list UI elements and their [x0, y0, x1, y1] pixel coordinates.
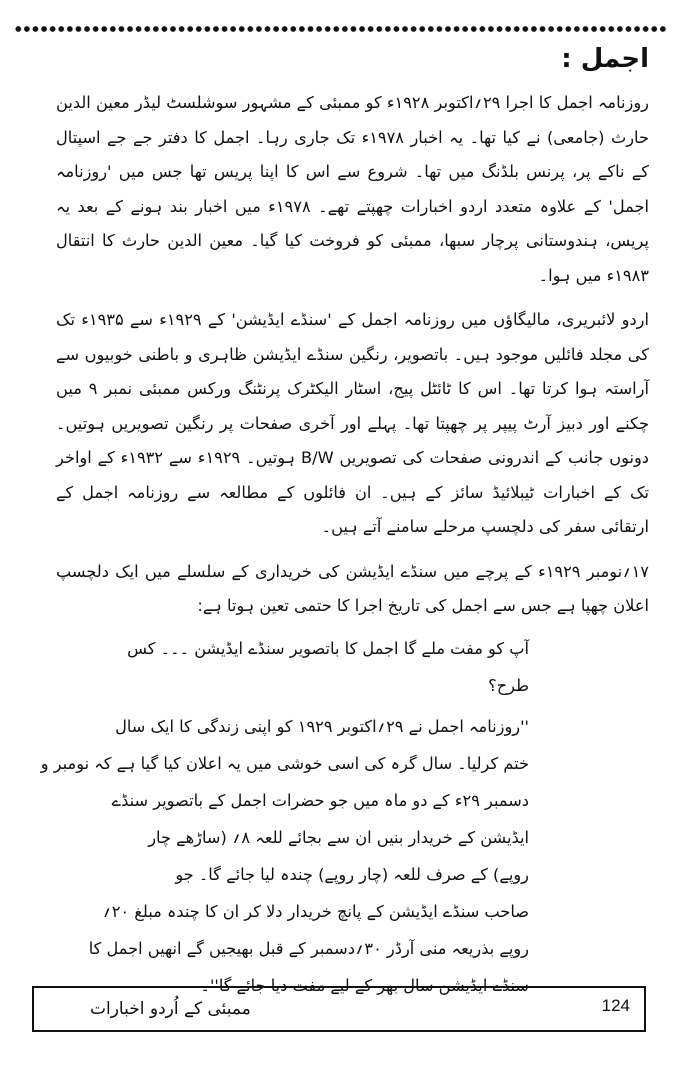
- quote-line: صاحب سنڈے ایڈیشن کے پانچ خریدار دلا کر ان کا چندہ مبلغ ۲۰؍: [102, 901, 529, 921]
- page-number: 124: [601, 996, 630, 1015]
- paragraph-announcement-intro: ۱۷؍نومبر ۱۹۲۹ء کے پرچے میں سنڈے ایڈیشن کی خریداری کے سلسلے میں ایک دلچسپ اعلان چھپا ہے جس سے اجمل کی تاریخ اجرا کا حتمی تعین ہوتا ہے:: [56, 561, 649, 615]
- quote-heading-line: طرح؟: [488, 675, 529, 695]
- quote-line: روپے) کے صرف للعہ (چار روپے) چندہ لیا جائے گا۔ جو: [175, 864, 529, 884]
- block-quote: [40, 630, 529, 1004]
- article-body: [40, 86, 649, 1004]
- quote-line: ''روزنامہ اجمل نے ۲۹؍اکتوبر ۱۹۲۹ کو اپنی زندگی کا ایک سال: [115, 716, 529, 736]
- paragraph-library-files: اردو لائبریری، مالیگاؤں میں روزنامہ اجمل کے 'سنڈے ایڈیشن' کے ۱۹۲۹ء سے ۱۹۳۵ء تک کی مجلد فائلیں موجود ہیں۔ باتصویر، رنگین سنڈے ایڈیشن ظاہری و باطنی خوبیوں سے آراستہ ہوا کرتا تھا۔ اس کا ٹائٹل پیج، اسٹار الیکٹرک پرنٹنگ ورکس ممبئی نمبر ۹ میں چکنے اور دبیز آرٹ پیپر پر چھپتا تھا۔ پہلے اور آخری صفحات پر رنگین تصویریں ہوتیں۔ دونوں جانب کے اندرونی صفحات کی تصویریں B/W ہوتیں۔ ۱۹۲۹ء سے ۱۹۳۲ء کے اواخر تک کے اخبارات ٹیبلائیڈ سائز کے ہیں۔ ان فائلوں کے مطالعہ سے روزنامہ اجمل کے ارتقائی سفر کی دلچسپ مرحلے سامنے آتے ہیں۔: [56, 310, 649, 536]
- quote-line: سنڈے ایڈیشن سال بھر کے لیے مفت دیا جائے گا''۔: [200, 975, 529, 995]
- quote-line: دسمبر ۲۹ء کے دو ماہ میں جو حضرات اجمل کے باتصویر سنڈے: [111, 790, 529, 810]
- page-footer: [32, 986, 646, 1032]
- quote-heading: [97, 630, 529, 704]
- quote-body: [40, 708, 529, 1004]
- quote-line: ختم کرلیا۔ سال گرہ کی اسی خوشی میں یہ اعلان کیا گیا ہے کہ نومبر و: [40, 753, 529, 773]
- quote-line: ایڈیشن کے خریدار بنیں ان سے بجائے للعہ ۸؍ (ساڑھے چار: [148, 827, 529, 847]
- section-heading: اجمل :: [561, 44, 649, 74]
- paragraph-history: روزنامہ اجمل کا اجرا ۲۹؍اکتوبر ۱۹۲۸ء کو ممبئی کے مشہور سوشلسٹ لیڈر معین الدین حارث (جامعی) نے کیا تھا۔ یہ اخبار ۱۹۷۸ء تک جاری رہا۔ اجمل کا دفتر جے جے اسپتال کے ناکے پر، پرنس بلڈنگ میں تھا۔ شروع سے اس کا اپنا پریس تھا جس میں 'روزنامہ اجمل' کے علاوہ متعدد اردو اخبارات چھپتے تھے۔ ۱۹۷۸ء میں اخبار بند ہونے کے بعد یہ پریس، ہندوستانی پرچار سبھا، ممبئی کو فروخت کیا گیا۔ معین الدین حارث کا انتقال ۱۹۸۳ء میں ہوا۔: [56, 93, 649, 285]
- dotted-divider: [14, 24, 666, 34]
- book-title: ممبئی کے اُردو اخبارات: [90, 999, 251, 1019]
- quote-heading-line: آپ کو مفت ملے گا اجمل کا باتصویر سنڈے ایڈیشن ۔۔۔ کس: [127, 638, 529, 658]
- quote-line: روپے بذریعہ منی آرڈر ۳۰؍دسمبر کے قبل بھیجیں گے انھیں اجمل کا: [88, 938, 529, 958]
